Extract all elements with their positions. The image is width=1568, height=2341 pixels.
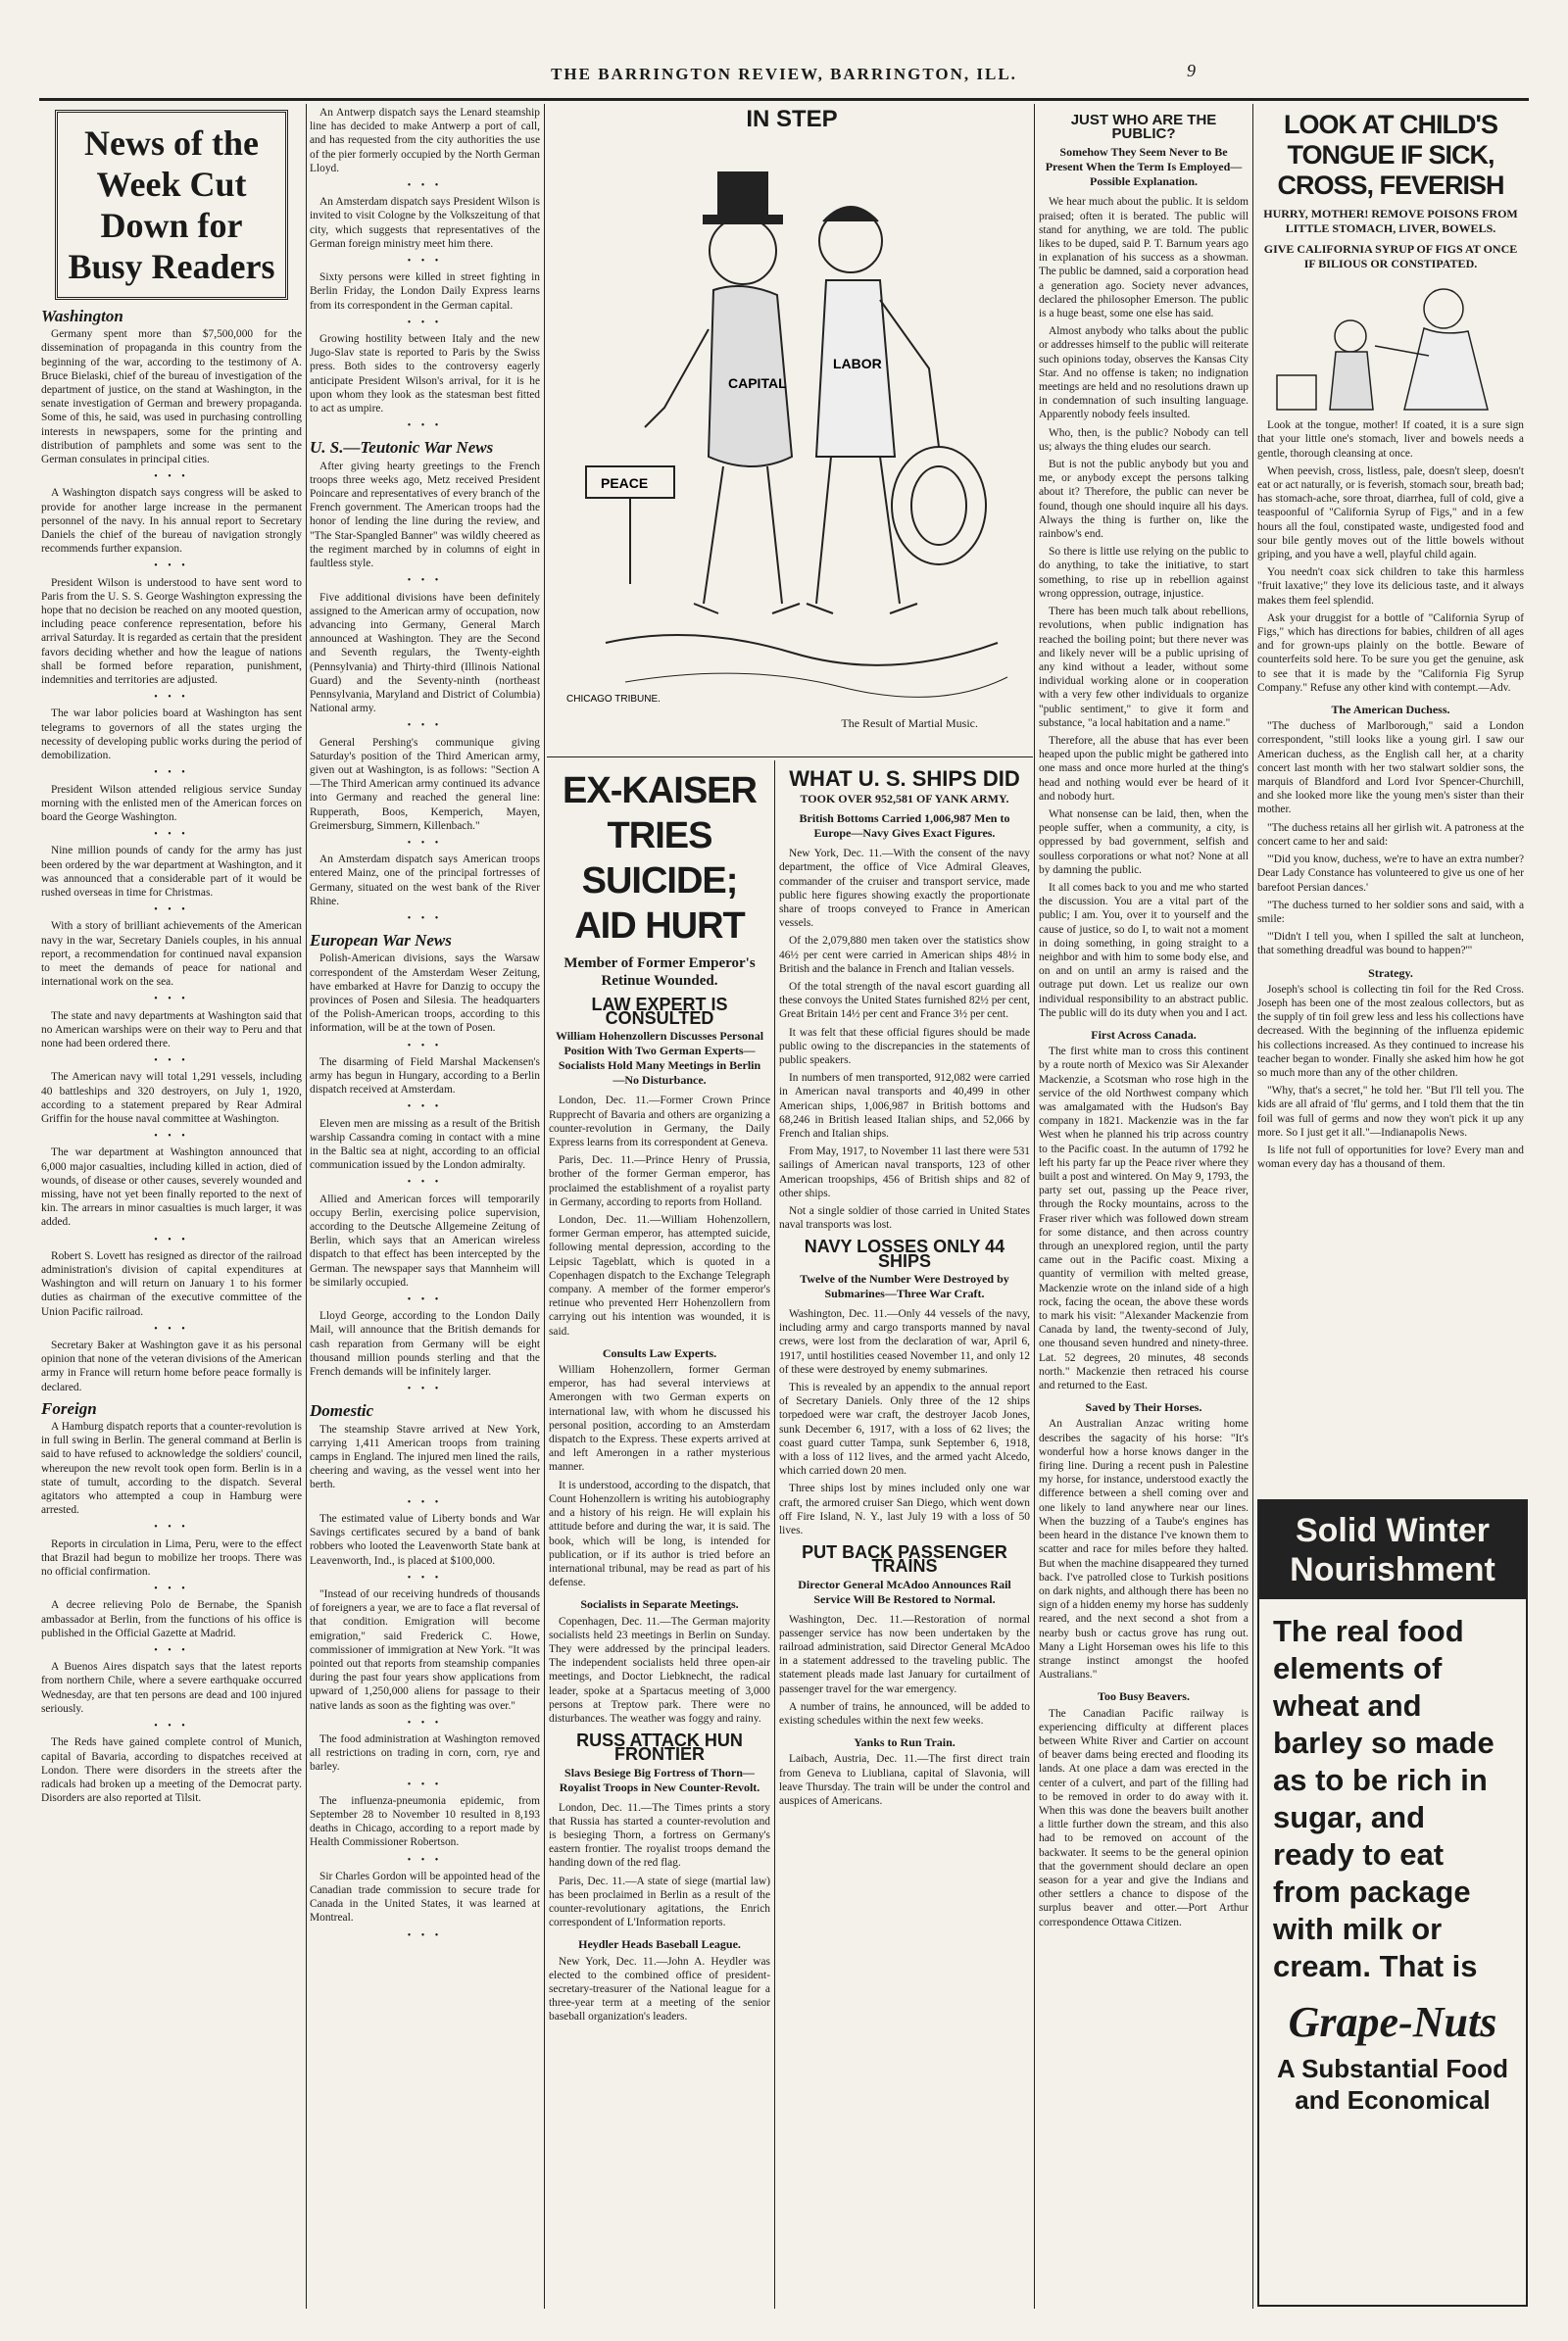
paragraph: Of the 2,079,880 men taken over the statistics show 46½ per cent were carried in American ships 48½ in British and the balance in French and Italian vessels. (779, 935, 1030, 975)
column-ships (779, 764, 1030, 2309)
label-capital: CAPITAL (728, 375, 787, 391)
russ-deck: Slavs Besiege Big Fortress of Thorn—Royalist Troops in New Counter-Revolt. (559, 1765, 760, 1794)
navy-deck: Twelve of the Number Were Destroyed by Submarines—Three War Craft. (800, 1271, 1009, 1300)
kaiser-head2: LAW EXPERT IS CONSULTED (591, 995, 728, 1029)
paragraph: A Hamburg dispatch reports that a counter-revolution is in full swing in Berlin. The general command at Berlin is said to have refused to acknowledge the soldiers' council, whereupon the new revolt took open form. Berlin is in a state of tumult, according to the dispatch. Several agitators who attempted a coup in Hamburg were arrested. (41, 1421, 302, 1517)
paragraph: A Washington dispatch says congress will be asked to provide for another large increase in the permanent personnel of the navy. In his annual report to Secretary Daniels the chief of the bureau of navigation strongly recommends further expansion. (41, 487, 302, 556)
paragraph: Polish-American divisions, says the Warsaw correspondent of the Amsterdam Weser Zeitung, have embarked at Havre for Danzig to occupy the provinces of Posen and Silesia. The headquarters of the Polish-American troops, according to this information, will be at the town of Posen. (310, 952, 540, 1035)
page-number: 9 (1187, 61, 1196, 80)
socialists-body (549, 1615, 770, 1727)
divider: • • • (407, 1294, 443, 1306)
section-washington: Washington (41, 307, 123, 325)
cartoon-in-step (547, 106, 1037, 753)
paragraph: The war labor policies board at Washington has sent telegrams to governors of all the states urging the necessity of developing public works during the period of demobilization. (41, 707, 302, 762)
section-canada: First Across Canada. (1091, 1027, 1197, 1042)
paragraph: A decree relieving Polo de Bernabe, the Spanish ambassador at Berlin, from the functions of his office is published in the Official Gazette at Madrid. (41, 1599, 302, 1639)
paragraph: Copenhagen, Dec. 11.—The German majority socialists held 23 meetings in Berlin on Sunday. They were addressed by the principal leaders. The independent socialists held three open-air meetings, and Doctor Liebknecht, the radical leader, spoke at a Spartacus meeting of 3,000 persons at Treptow park. There were no disturbances. The weather was foggy and rainy. (549, 1615, 770, 1725)
consults-body (549, 1363, 770, 1589)
cartoon-credit: CHICAGO TRIBUNE. (566, 694, 661, 705)
section-beavers: Too Busy Beavers. (1098, 1689, 1190, 1704)
divider: • • • (407, 1496, 443, 1508)
section-heydler: Heydler Heads Baseball League. (578, 1937, 741, 1952)
column-rule (774, 760, 775, 2309)
paragraph: The American navy will total 1,291 vessels, including 40 battleships and 320 destroyers, on July 1, 1920, according to a statement prepared by Rear Admiral Griffin for the house naval committee at Washington. (41, 1071, 302, 1125)
european-items (310, 951, 540, 1396)
label-labor: LABOR (833, 356, 882, 371)
divider: • • • (154, 1131, 189, 1143)
divider: • • • (154, 692, 189, 704)
divider: • • • (407, 1040, 443, 1051)
paragraph: Growing hostility between Italy and the new Jugo-Slav state is reported to Paris by the Swiss press. Both sides to the controversy eagerly anticipate President Wilson's arrival, for it is he upon whom they look as the statesman best fitted to act as umpire. (310, 333, 540, 415)
news-week-title: News of the Week Cut Down for Busy Readers (55, 110, 288, 300)
pass-headline: PUT BACK PASSENGER TRAINS (802, 1542, 1007, 1577)
divider: • • • (407, 1384, 443, 1395)
paragraph: New York, Dec. 11.—John A. Heydler was elected to the combined office of president-secretary-treasurer of the National league for a three-year term at a meeting of the senior baseball organization's leaders. (549, 1955, 770, 2024)
paragraph: An Amsterdam dispatch says President Wilson is invited to visit Cologne by the Volkszeitung of that city, which suggests that representatives of the German foreign ministry meet him there. (310, 196, 540, 250)
paragraph: A Buenos Aires dispatch says that the latest reports from northern Chile, where a severe earthquake occurred Wednesday, are that ten persons are dead and 100 injured seriously. (41, 1661, 302, 1715)
section-foreign: Foreign (41, 1398, 97, 1418)
paragraph: London, Dec. 11.—William Hohenzollern, former German emperor, has attempted suicide, following mental depression, according to the Leipsic Tageblatt, which is quoted in a Copenhagen dispatch to the Exchange Telegraph company. A member of the former emperor's retinue who prevented Herr Hohenzollern from carrying out his intention was wounded, it is said. (549, 1214, 770, 1338)
section-horses: Saved by Their Horses. (1085, 1400, 1202, 1415)
divider: • • • (154, 1055, 189, 1067)
paragraph: Washington, Dec. 11.—Only 44 vessels of the navy, including army and cargo transports manned by naval crews, were lost from the declaration of war, April 6, 1917, until hostilities ceased November 11, and only 12 of these were destroyed by enemy submarines. (779, 1307, 1030, 1376)
divider: • • • (154, 1234, 189, 1245)
teutonic-items (310, 460, 540, 927)
heydler-body (549, 1955, 770, 2024)
public-deck: Somehow They Seem Never to Be Present When the Term Is Employed—Possible Explanation. (1045, 145, 1243, 189)
section-strategy: Strategy. (1368, 965, 1413, 980)
yanks-body (779, 1752, 1030, 1808)
paragraph: William Hohenzollern, former German emperor, has had several interviews at Amerongen with two German experts on international law, with whom he discussed his personal position, according to an Amsterdam dispatch to the Express. These experts arrived at and left Amerongen in a rather mysterious manner. (549, 1364, 770, 1474)
section-socialists: Socialists in Separate Meetings. (580, 1597, 739, 1612)
paragraph: The disarming of Field Marshal Mackensen's army has begun in Hungary, according to a Berlin dispatch received at Amsterdam. (310, 1055, 540, 1097)
label-peace: PEACE (601, 475, 649, 491)
divider: • • • (407, 180, 443, 192)
paragraph: "The duchess retains all her girlish wit. A patroness at the concert came to her and said: (1257, 821, 1524, 848)
column-kaiser (549, 764, 770, 2309)
paragraph: Eleven men are missing as a result of the British warship Cassandra coming in contact with a mine in the Baltic sea at night, according to an official communication issued by the London admiralty. (310, 1117, 540, 1172)
paragraph: Therefore, all the abuse that has ever been heaped upon the public might be gathered into one mass and once more hurled at the thing's head and nothing would ever be heard of it and nobody hurt. (1039, 734, 1249, 803)
kaiser-headline: EX-KAISER TRIES SUICIDE; AID HURT (563, 770, 757, 947)
horses-body (1039, 1417, 1249, 1682)
paragraph: Who, then, is the public? Nobody can tell us; always the thing eludes our search. (1039, 426, 1249, 453)
public-headline: JUST WHO ARE THE PUBLIC? (1070, 112, 1217, 143)
ad-body: The real food elements of wheat and barley so made as to be rich in sugar, and ready to eat from package with milk or cream. That is (1273, 1614, 1494, 1983)
paragraph: The estimated value of Liberty bonds and War Savings certificates secured by a band of bank robbers who looted the Leavenworth State bank at Leavenworth, Ind., is placed at $100,000. (310, 1512, 540, 1567)
paragraph: "Why, that's a secret," he told her. "But I'll tell you. The kids are all afraid of 'flu' germs, and I told them that the tin foil was full of germs and now they won't pick it up any more. So I just get it all."—Indianapolis News. (1257, 1085, 1524, 1139)
paragraph: The food administration at Washington removed all restrictions on trading in corn, corn, rye and barley. (310, 1732, 540, 1774)
paragraph: The influenza-pneumonia epidemic, from September 28 to November 10 resulted in 8,193 deaths in Chicago, according to a report made by Health Commissioner Robertson. (310, 1794, 540, 1849)
paragraph: Reports in circulation in Lima, Peru, were to the effect that Brazil had begun to mobilize her troops. There was no official confirmation. (41, 1537, 302, 1579)
cartoon-drawing (547, 133, 1037, 711)
section-consults: Consults Law Experts. (602, 1345, 717, 1360)
kaiser-deck: Member of Former Emperor's Retinue Wounded. (564, 955, 756, 989)
divider: • • • (154, 904, 189, 916)
kaiser-subdeck: William Hohenzollern Discusses Personal Position With Two German Experts—Socialists Hold Many Meetings in Berlin—No Disturbance. (555, 1029, 764, 1088)
paragraph: New York, Dec. 11.—With the consent of the navy department, the office of Vice Admiral Gleaves, commander of the cruiser and transport service, made public here figures showing exactly the proportionate share of troops conveyed to France in American vessels. (779, 848, 1030, 930)
closing-line: Is life not full of opportunities for love? Every man and woman every day has a thousand of them. (1257, 1144, 1524, 1171)
figs-deck: HURRY, MOTHER! REMOVE POISONS FROM LITTLE STOMACH, LIVER, BOWELS. (1263, 207, 1518, 235)
paragraph: You needn't coax sick children to take this harmless "fruit laxative;" they love its delicious taste, and it always makes them feel splendid. (1257, 566, 1524, 607)
divider: • • • (407, 575, 443, 587)
paragraph: It was felt that these official figures should be made public owing to the discrepancies in the statements of public speakers. (779, 1026, 1030, 1067)
divider: • • • (407, 837, 443, 849)
paragraph: Nine million pounds of candy for the army has just been ordered by the war department at Washington, and it was announced that a considerable part of it would be rushed overseas in time for Christmas. (41, 845, 302, 899)
russ-body (549, 1801, 770, 1930)
paragraph: So there is little use relying on the public to do anything, to take the initiative, to start something, to rise up in rebellion against wrong oppression, outrage, injustice. (1039, 546, 1249, 600)
paragraph: The Reds have gained complete control of Munich, capital of Bavaria, according to dispatches received at London. There were disorders in the streets after the radicals had broken up a meeting of the Democrat party. Disorders are also reported at Tilsit. (41, 1736, 302, 1805)
paragraph: Sir Charles Gordon will be appointed head of the Canadian trade commission to secure trade for Canada in the United States, it was learned at Montreal. (310, 1870, 540, 1925)
paragraph: Five additional divisions have been definitely assigned to the American army of occupation, now advancing into Germany, General March announced at Washington. They are the Second and Seventh regulars, the Twenty-eighth (Pennsylvania) and Thirty-third (Illinois National Guard) and the Seventy-ninth (northeast Pennsylvania, Maryland and District of Columbia) National army. (310, 591, 540, 715)
paragraph: Joseph's school is collecting tin foil for the Red Cross. Joseph has been one of the most zealous collectors, but as the supply of tin foil grew less and less his collections have decreased. With the beginning of the influenza epidemic his collections increased. As they continued to increase his teacher began to wonder. Finally she asked him how he got so much more than any of the other children. (1257, 983, 1524, 1079)
navy-body (779, 1307, 1030, 1537)
paragraph: London, Dec. 11.—The Times prints a story that Russia has started a counter-revolution and is besieging Thorn, a fortress on Germany's eastern frontier. The royalist troops demand the handing down of the red flag. (549, 1801, 770, 1870)
paragraph: General Pershing's communique giving Saturday's position of the Third American army, given out at Washington, is as follows: "Section A—The Third American army continued its advance into Germany and reached the general line: Rupperath, Boos, Kemperich, Mayen, Greimersburg, Simmern, Killenbach." (310, 736, 540, 832)
paragraph: What nonsense can be laid, then, when the people suffer, when a community, a city, is oppressed by bad government, selfish and soulless corporations or what not? None at all by damning the public. (1039, 807, 1249, 876)
paragraph: Sixty persons were killed in street fighting in Berlin Friday, the London Daily Express learns from its correspondent in the German capital. (310, 271, 540, 312)
divider: • • • (407, 912, 443, 924)
paragraph: Look at the tongue, mother! If coated, it is a sure sign that your little one's stomach, liver and bowels needs a gentle, thorough cleansing at once. (1257, 419, 1524, 460)
divider: • • • (154, 829, 189, 841)
paragraph: With a story of brilliant achievements of the American navy in the war, Secretary Daniels couples, in his annual report, a recommendation for continued naval expansion to meet the demands of peace for national and international work on the sea. (41, 920, 302, 989)
section-european: European War News (310, 931, 452, 951)
paragraph: Secretary Baker at Washington gave it as his personal opinion that none of the veteran divisions of the American army in France will return home before peace formally is declared. (41, 1340, 302, 1393)
pass-body (779, 1613, 1030, 1729)
paragraph: Lloyd George, according to the London Daily Mail, will announce that the British demands for cash reparation from Germany will be eight thousand million pounds sterling and that the French demands will be infinitely larger. (310, 1310, 540, 1379)
paragraph: Paris, Dec. 11.—A state of siege (martial law) has been proclaimed in Berlin as a result of the counter-revolutionary agitations, the Enrich correspondent of L'Information reports. (549, 1875, 770, 1929)
divider: • • • (154, 1323, 189, 1335)
paragraph: Allied and American forces will temporarily occupy Berlin, exercising police supervision, according to the Deutsche Allgemeine Zeitung of Berlin, which says that an American wireless dispatch to that effect has been intercepted by the German. The newspaper says that Mannheim will be similarly occupied. (310, 1193, 540, 1289)
ships-deck: TOOK OVER 952,581 OF YANK ARMY. (800, 792, 1009, 806)
section-domestic: Domestic (310, 1401, 374, 1421)
column-rule (1252, 104, 1253, 2309)
ships-body (779, 847, 1030, 1232)
grape-nuts-ad (1257, 1499, 1528, 2307)
paragraph: Robert S. Lovett has resigned as director of the railroad administration's division of capital expenditures at Washington and will return on January 1 to his former duties as chairman of the executive committee of the Union Pacific railroad. (41, 1249, 302, 1318)
divider: • • • (407, 720, 443, 732)
column-public (1039, 106, 1249, 2311)
paragraph: But is not the public anybody but you and me, or anybody except the persons talking about it? Therefore, the public can never be found, though one should inquire all his days. Always the thing is further on, like the rainbow's end. (1039, 459, 1249, 541)
paragraph: We hear much about the public. It is seldom praised; often it is berated. The public will stand for anything, we are told. The public likes to be duped, said P. T. Barnum years ago in explanation of his success as a showman. The public be damned, said a corporation head a generation ago. Society never advances, declared the philosopher Emerson. The public is a huge beast, some one else has said. (1039, 196, 1249, 320)
divider: • • • (407, 1177, 443, 1189)
paragraph: Of the total strength of the naval escort guarding all these convoys the United States furnished 82½ per cent, Great Britain 14½ per cent and France 3½ per cent. (779, 981, 1030, 1021)
paragraph: The Canadian Pacific railway is experiencing difficulty at different places between White River and Cartier on account of beaver dams being erected and flooding its lands. At one place a dam was erected in the center of a culvert, and part of the filling had to be removed in order to do away with it. When this was done the beavers built another a little further down the stream, and this also had to be removed on account of the backwater. It seems to be the general opinion that the government should declare an open season for a year and give the Indians and other settlers a chance to dispose of the surplus beaver and otter.—Port Arthur correspondence Ottawa Citizen. (1039, 1707, 1249, 1928)
paragraph: It all comes back to you and me who started the discussion. You are a vital part of the public; I am. You, over it to yourself and the cause of justice, so do I, to wait not a moment in doing something, in going straight to a neighbor and with him to some body else, and on and on until an army is raised and the outrage put down. Let us realize our own individual responsibility to an abstract public. The public will do its duty when you and I act. (1039, 881, 1249, 1019)
ad-tagline: A Substantial Food and Economical (1277, 2054, 1508, 2115)
cartoon-caption: The Result of Martial Music. (841, 716, 978, 730)
washington-items (41, 327, 302, 1394)
section-yanks: Yanks to Run Train. (854, 1735, 956, 1750)
section-teutonic: U. S.—Teutonic War News (310, 438, 494, 458)
paragraph: "The duchess of Marlborough," said a London correspondent, "still looks like a young girl. I saw our American duchess, as the English call her, at a charity concert last month with her two stalwart soldier sons, the marquis of Blandford and Lord Ivor Spencer-Churchill, and she looked more like the young men's sister than their mother. (1257, 720, 1524, 816)
paragraph: President Wilson attended religious service Sunday morning with the enlisted men of the American forces on board the George Washington. (41, 783, 302, 823)
divider: • • • (154, 1522, 189, 1534)
paragraph: "Instead of our receiving hundreds of thousands of foreigners a year, we are to face a flat reversal of that condition. Emigration will become emigration," said Frederick C. Howe, commissioner of immigration at New York. "It was pointed out that reports from steamship companies during the past four years show applications from upward of 1,250,000 aliens for passage to their native lands as soon as the fighting was over." (310, 1587, 540, 1712)
duchess-body (1257, 719, 1524, 957)
public-body (1039, 195, 1249, 1020)
divider: • • • (154, 767, 189, 779)
strategy-body (1257, 983, 1524, 1140)
cartoon-rule (547, 756, 1033, 757)
ships-subdeck: British Bottoms Carried 1,006,987 Men to Europe—Navy Gives Exact Figures. (799, 811, 1010, 841)
paragraph: Germany spent more than $7,500,000 for the dissemination of propaganda in this country from the beginning of the war, according to the testimony of A. Bruce Bielaski, chief of the bureau of investigation of the department of justice, on the stand at Washington, in the senate investigation of German and brewery propaganda. Some of this, he said, was used in purchasing controlling interests in newspapers, some for the printing and distribution of pamphlets and some was sent to the German consulates in principal cities. (41, 328, 302, 466)
divider: • • • (154, 561, 189, 572)
ad-top: Solid Winter Nourishment (1259, 1501, 1526, 1599)
paragraph: "'Didn't I tell you, when I spilled the salt at luncheon, that something dreadful was bound to happen?'" (1257, 931, 1524, 957)
divider: • • • (407, 256, 443, 268)
divider: • • • (154, 1645, 189, 1657)
paragraph: After giving hearty greetings to the French troops three weeks ago, Metz received President Poincare and representatives of every branch of the French government. The American troops had the honor of lending the line during the review, and "The Star-Spangled Banner" was wildly cheered as the regiment marched by in columns of eight in faultless style. (310, 460, 540, 570)
divider: • • • (154, 994, 189, 1005)
paragraph: President Wilson is understood to have sent word to Paris from the U. S. S. George Washington expressing the hope that no decision be reached on any mooted question, including peace conference representation, before his arrival Saturday. It is regarded as certain that the president favors deciding whether and how the league of nations shall be formed before reparation, punishment, indemnities and territories are adjusted. (41, 576, 302, 687)
divider: • • • (407, 317, 443, 328)
paragraph: Paris, Dec. 11.—Prince Henry of Prussia, brother of the former German emperor, has proclaimed the establishment of a royalist party in Germany, according to reports from Holland. (549, 1154, 770, 1208)
foreign-briefs (310, 106, 540, 433)
paragraph: The war department at Washington announced that 6,000 major casualties, including killed in action, died of wounds, of disease or other causes, severely wounded and missing, have not yet been finally reported to the next of kin. The arrears in minor casualties is much larger, it was added. (41, 1146, 302, 1229)
navy-headline: NAVY LOSSES ONLY 44 SHIPS (804, 1237, 1005, 1271)
foreign-items (41, 1420, 302, 1805)
mother-child-illustration (1257, 277, 1524, 415)
paragraph: An Australian Anzac writing home describes the sagacity of his horse: "It's wonderful how a horse knows danger in the firing line. During a recent push in Palestine my horse, for instance, understood exactly the difference between a shell coming over and one likely to land anywhere near our lines. When the buzzing of a Taube's engines has been heard in the distance I've known them to scatter and race for miles before they halted. But when the machine disappeared they turned back. I've patrolled close to Turkish positions on dark nights, and although there has been no sign of a hidden enemy my horse has suddenly reared, and the next second a shot from a nearby bush or cactus grove has rung out. Many a Light Horseman owes his life to this strange instinct amongst the hoofed Australians." (1039, 1418, 1249, 1682)
divider: • • • (407, 1929, 443, 1941)
divider: • • • (407, 420, 443, 432)
paragraph: London, Dec. 11.—Former Crown Prince Rupprecht of Bavaria and others are organizing a counter-revolution in Germany, the Daily Express learns from its correspondent at Geneva. (549, 1095, 770, 1149)
pass-deck: Director General McAdoo Announces Rail Service Will Be Restored to Normal. (798, 1577, 1011, 1606)
russ-headline: RUSS ATTACK HUN FRONTIER (576, 1731, 743, 1765)
paragraph: This is revealed by an appendix to the annual report of Secretary Daniels. Only three of the 12 ships torpedoed were war craft, the destroyer Jacob Jones, sunk December 6, 1917, with a loss of 62 lives; the coast guard cutter Tampa, sunk September 6, 1918, with a loss of 112 lives, and the armed yacht Alcedo, which carried down 20 men. (779, 1381, 1030, 1478)
paragraph: The first white man to cross this continent by a route north of Mexico was Sir Alexander Mackenzie, a Scotsman who rose high in the service of the old Northwest company which was amalgamated with the Hudson's Bay company in 1821. Mackenzie was in the far West when he planned his trip across country to the Pacific coast. In the autumn of 1792 he left his party far up the Peace river where they built a post and wintered. On May 9, 1793, the party set out, passing up the Peace river, through the Rocky mountains, across to the Fraser river which was followed down stream for some distance, and then across country through an unexplored region, until the party came out in the Pacific coast. Mixing a quantity of vermilion with melted grease, Mackenzie wrote on the inland side of a high rock, facing the ocean, the above these words to mark his visit: "Alexander Mackenzie from Canada by land, the twenty-second of July, one thousand seven hundred and ninety-three. Lat. 52 degrees, 20 minutes, 48 seconds north." Mackenzie then retraced his course and returned to the East. (1039, 1046, 1249, 1392)
column-rule (544, 104, 545, 2309)
column-war-news (310, 106, 540, 2311)
paragraph: "'Did you know, duchess, we're to have an extra number? Dear Lady Constance has volunteered to give us one of her barefoot Persian dances.' (1257, 853, 1524, 894)
paragraph: Almost anybody who talks about the public or addresses himself to the public will reiterate such opinions today, observes the Kansas City Star. And no offense is taken; no indignation meetings are held and no resolutions drawn up in condemnation of such insulting language. Apparently nobody feels insulted. (1039, 325, 1249, 421)
masthead: THE BARRINGTON REVIEW, BARRINGTON, ILL. (551, 65, 1017, 83)
divider: • • • (407, 1101, 443, 1113)
cartoon-title: IN STEP (746, 106, 838, 132)
paragraph: An Antwerp dispatch says the Lenard steamship line has decided to make Antwerp a port of call, and has requested from the city authorities the use of the pier formerly occupied by the North German Lloyd. (310, 107, 540, 174)
canada-body (1039, 1045, 1249, 1392)
ad-brand: Grape-Nuts (1288, 1998, 1497, 2046)
section-duchess: The American Duchess. (1331, 703, 1450, 717)
paragraph: Washington, Dec. 11.—Restoration of normal passenger service has now been undertaken by the railroad administration, said Director General McAdoo in a statement addressed to the traveling public. The statement pleads made last January for curtailment of passenger travel for the war emergency. (779, 1613, 1030, 1695)
paragraph: It is understood, according to the dispatch, that Count Hohenzollern is writing his autobiography and a history of his reign. He will explain his attitude before and during the war, it is said. The book, which will be long, is intended for publication, or if its author is tried before an international tribunal, may be read as part of his defense. (549, 1479, 770, 1589)
figs-body (1257, 418, 1524, 695)
paragraph: An Amsterdam dispatch says American troops entered Mainz, one of the principal fortresses of Germany, situated on the west bank of the River Rhine. (310, 853, 540, 907)
divider: • • • (407, 1854, 443, 1866)
paragraph: There has been much talk about rebellions, revolutions, when public indignation has reached the boiling point; but there never was and likely never will be a public uprising of any kind without a leader, without some individual working alone or in cooperation with a very few other individuals to organize "public sentiment," to give it form and substance, "a local habitation and a name." (1039, 606, 1249, 729)
paragraph: Ask your druggist for a bottle of "California Syrup of Figs," which has directions for babies, children of all ages and for grown-ups plainly on the bottle. Beware of counterfeits sold here. To be sure you get the genuine, ask to see that it is made by the "California Fig Syrup Company." Refuse any other kind with contempt.—Adv. (1257, 611, 1524, 694)
divider: • • • (154, 1584, 189, 1595)
paragraph: "The duchess turned to her soldier sons and said, with a smile: (1257, 899, 1524, 925)
column-news-week (41, 106, 302, 2311)
paragraph: From May, 1917, to November 11 last there were 531 sailings of American naval transports, 123 of other American troopships, 456 of British ships and 82 of other ships. (779, 1146, 1030, 1199)
divider: • • • (407, 1779, 443, 1790)
ships-headline: WHAT U. S. SHIPS DID (789, 766, 1020, 791)
masthead-rule (39, 98, 1529, 101)
paragraph: The steamship Stavre arrived at New York, carrying 1,411 American troops from training camps in England. The injured men lined the rails, cheering and waving, as the vessel went into her berth. (310, 1423, 540, 1491)
paragraph: Three ships lost by mines included only one war craft, the armored cruiser San Diego, which went down off Fire Island, N. Y., last July 19 with a loss of 50 lives. (779, 1483, 1030, 1536)
domestic-items (310, 1423, 540, 1943)
paragraph: Not a single soldier of those carried in United States naval transports was lost. (779, 1205, 1030, 1232)
paragraph: In numbers of men transported, 912,082 were carried in American naval transports and 40,499 in other American ships, 1,006,987 in British bottoms and 68,246 in British leased Italian ships, and 52,066 by French and Italian ships. (779, 1072, 1030, 1141)
paragraph: The state and navy departments at Washington said that no American warships were on their way to Peru and that none had been ordered there. (41, 1009, 302, 1049)
divider: • • • (407, 1717, 443, 1729)
column-figs (1257, 106, 1524, 1488)
paragraph: Laibach, Austria, Dec. 11.—The first direct train from Geneva to Liubliana, capital of Slavonia, will leave Thursday. The train will be under the control and auspices of Americans. (779, 1753, 1030, 1807)
paragraph: A number of trains, he announced, will be added to existing schedules within the next few weeks. (779, 1700, 1030, 1727)
divider: • • • (407, 1572, 443, 1584)
paragraph: When peevish, cross, listless, pale, doesn't sleep, doesn't eat or act naturally, or is feverish, stomach sour, breath bad; has stomach-ache, sore throat, diarrhea, full of cold, give a teaspoonful of "California Syrup of Figs," and in a few hours all the foul, constipated waste, undigested food and sour bile gently moves out of the little bowels without griping, and you have a well, playful child again. (1257, 464, 1524, 561)
divider: • • • (154, 1721, 189, 1732)
figs-deck2: GIVE CALIFORNIA SYRUP OF FIGS AT ONCE IF BILIOUS OR CONSTIPATED. (1263, 242, 1518, 270)
kaiser-body (549, 1094, 770, 1338)
column-rule (306, 104, 307, 2309)
divider: • • • (154, 471, 189, 483)
figs-headline: LOOK AT CHILD'S TONGUE IF SICK, CROSS, FEVERISH (1277, 110, 1504, 200)
beavers-body (1039, 1707, 1249, 1929)
